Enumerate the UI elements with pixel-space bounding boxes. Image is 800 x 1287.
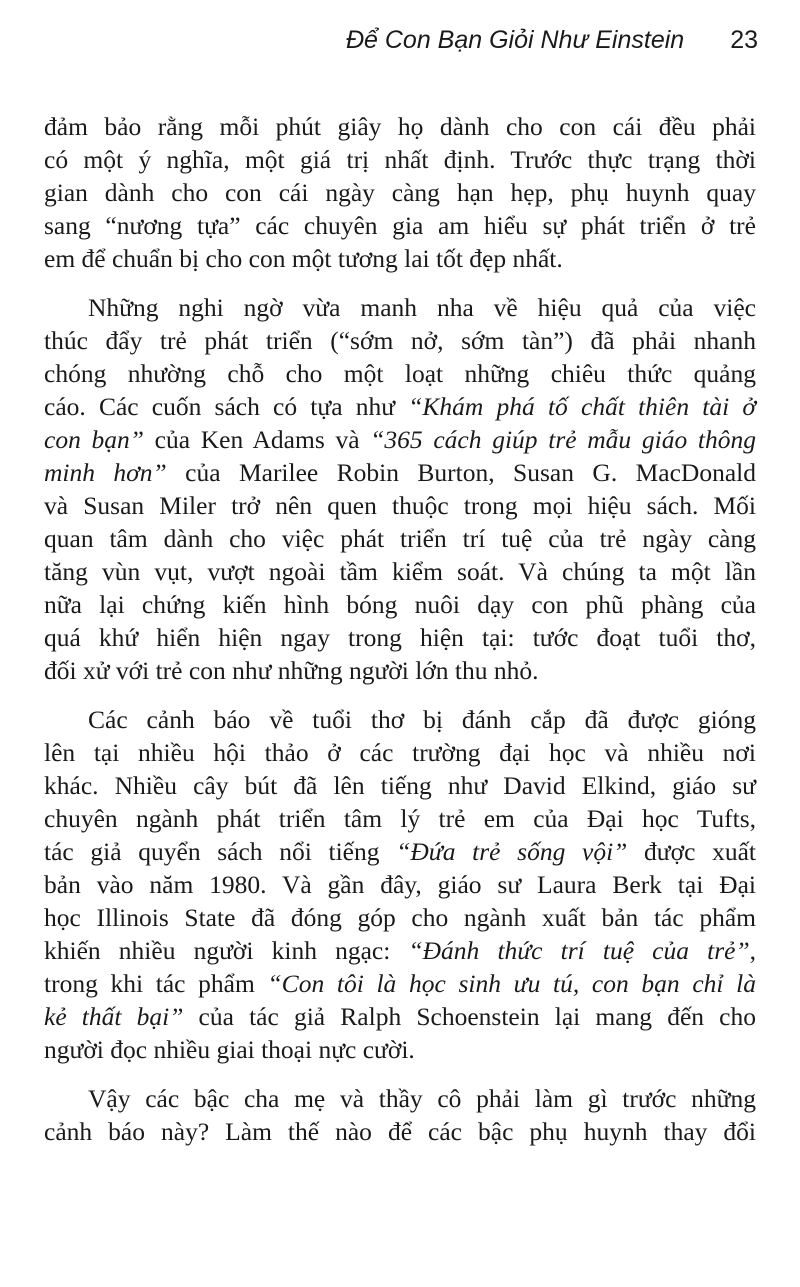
italic-title: “Đánh thức trí tuệ của trẻ” [408, 936, 750, 965]
text-run: Vậy các bậc cha mẹ và thầy cô phải làm gì trước những [88, 1084, 756, 1113]
text-run: bản vào năm 1980. Và gần đây, giáo sư Laura Berk tại Đại [44, 870, 756, 899]
running-title: Để Con Bạn Giỏi Như Einstein [345, 25, 685, 54]
paragraph [44, 110, 756, 275]
text-run: đối xử với trẻ con như những người lớn thu nhỏ. [44, 656, 539, 685]
text-line [44, 769, 756, 802]
text-line [44, 242, 756, 275]
text-line [44, 1000, 756, 1033]
text-run: đảm bảo rằng mỗi phút giây họ dành cho con cái đều phải [44, 112, 756, 141]
text-line [44, 934, 756, 967]
text-line [44, 176, 756, 209]
italic-title: minh hơn” [44, 458, 167, 487]
italic-title: kẻ thất bại” [44, 1002, 184, 1031]
text-run: cảnh báo này? Làm thế nào để các bậc phụ huynh thay đổi [44, 1117, 756, 1146]
text-line [44, 423, 756, 456]
text-run: khiến nhiều người kinh ngạc: [44, 936, 409, 965]
text-run: sang “nương tựa” các chuyên gia am hiểu sự phát triển ở trẻ [44, 211, 756, 240]
paragraph [44, 703, 756, 1066]
text-run: của Marilee Robin Burton, Susan G. MacDonald [166, 458, 756, 487]
text-line [44, 390, 756, 423]
text-line [44, 1033, 756, 1066]
italic-title: “Khám phá tố chất thiên tài ở [408, 392, 756, 421]
text-run: chóng nhường chỗ cho một loạt những chiêu thức quảng [44, 359, 756, 388]
text-run: Các cảnh báo về tuổi thơ bị đánh cắp đã được gióng [88, 705, 756, 734]
text-run: lên tại nhiều hội thảo ở các trường đại học và nhiều nơi [44, 738, 756, 767]
text-line [44, 324, 756, 357]
paragraph [44, 291, 756, 687]
text-run: , [749, 936, 756, 965]
text-run: tác giả quyển sách nổi tiếng [44, 837, 397, 866]
text-run: trong khi tác phẩm [44, 969, 268, 998]
text-run: học Illinois State đã đóng góp cho ngành xuất bản tác phẩm [44, 903, 756, 932]
text-line [44, 736, 756, 769]
text-run: quá khứ hiển hiện ngay trong hiện tại: tước đoạt tuổi thơ, [44, 623, 756, 652]
text-run: được xuất [627, 837, 757, 866]
text-line [44, 901, 756, 934]
text-run: và Susan Miler trở nên quen thuộc trong mọi hiệu sách. Mối [44, 491, 756, 520]
text-line [44, 868, 756, 901]
text-run: người đọc nhiều giai thoại nực cười. [44, 1035, 415, 1064]
text-line [44, 357, 756, 390]
text-line [44, 588, 756, 621]
text-line [44, 654, 756, 687]
text-line [44, 621, 756, 654]
text-line [44, 1115, 756, 1148]
page-number: 23 [730, 25, 758, 54]
text-run: chuyên ngành phát triển tâm lý trẻ em của Đại học Tufts, [44, 804, 756, 833]
text-line [44, 489, 756, 522]
text-run: khác. Nhiều cây bút đã lên tiếng như David Elkind, giáo sư [44, 771, 756, 800]
italic-title: “Con tôi là học sinh ưu tú, con bạn chỉ là [267, 969, 756, 998]
text-line [44, 703, 756, 736]
text-run: cáo. Các cuốn sách có tựa như [44, 392, 409, 421]
text-run: của tác giả Ralph Schoenstein lại mang đến cho [183, 1002, 756, 1031]
text-run: tăng vùn vụt, vượt ngoài tầm kiểm soát. Và chúng ta một lần [44, 557, 756, 586]
text-line [44, 456, 756, 489]
text-line [44, 802, 756, 835]
text-line [44, 835, 756, 868]
text-run: của Ken Adams và [143, 425, 371, 454]
text-line [44, 1082, 756, 1115]
text-line [44, 522, 756, 555]
text-line [44, 143, 756, 176]
text-run: nữa lại chứng kiến hình bóng nuôi dạy con phũ phàng của [44, 590, 756, 619]
text-run: có một ý nghĩa, một giá trị nhất định. Trước thực trạng thời [44, 145, 756, 174]
body-text [44, 110, 756, 1164]
text-run: Những nghi ngờ vừa manh nha về hiệu quả của việc [88, 293, 756, 322]
italic-title: “365 cách giúp trẻ mẫu giáo thông [370, 425, 756, 454]
text-line [44, 110, 756, 143]
text-line [44, 291, 756, 324]
text-run: gian dành cho con cái ngày càng hạn hẹp, phụ huynh quay [44, 178, 756, 207]
text-line [44, 967, 756, 1000]
running-header [40, 20, 758, 60]
italic-title: con bạn” [44, 425, 144, 454]
paragraph [44, 1082, 756, 1148]
italic-title: “Đứa trẻ sống vội” [396, 837, 628, 866]
text-run: quan tâm dành cho việc phát triển trí tuệ của trẻ ngày càng [44, 524, 756, 553]
text-line [44, 555, 756, 588]
text-line [44, 209, 756, 242]
text-run: em để chuẩn bị cho con một tương lai tốt đẹp nhất. [44, 244, 563, 273]
text-run: thúc đẩy trẻ phát triển (“sớm nở, sớm tàn”) đã phải nhanh [44, 326, 756, 355]
